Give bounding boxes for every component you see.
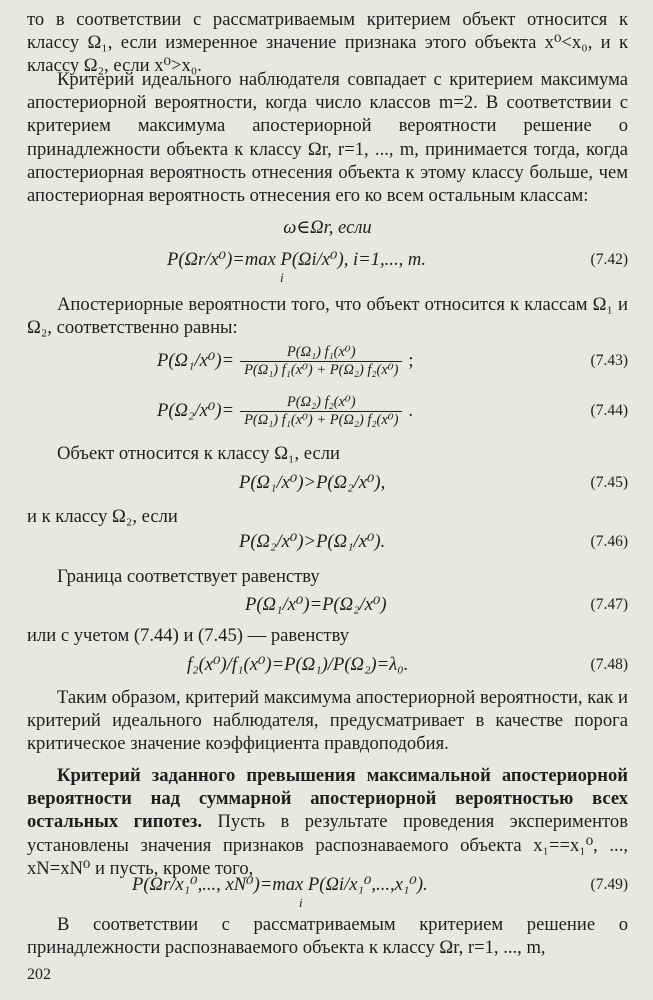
fraction-numerator: P(Ω₂) f₂(x⁰) <box>286 393 356 410</box>
equation-7-45-body: P(Ω₁/x⁰)>P(Ω₂/x⁰), <box>239 472 386 493</box>
equation-7-47 <box>27 585 628 625</box>
equation-7-44 <box>27 388 628 434</box>
paragraph-ideal-observer: Критерий идеального наблюдателя совпадает с критерием максимума апостериорной вероятности, когда число классов m=2. В соответствии с критерием максимума апостериорной вероятности решение о принадлежности объекта к классу Ωr, r=1, ..., m, принимается тогда, когда апостериорная вероятность отнесения объекта к этому классу больше, чем апостериорная вероятность отнесения его ко всем остальным классам: <box>27 69 628 207</box>
equation-7-44-tail: . <box>408 400 414 421</box>
equation-7-45 <box>27 463 628 503</box>
equation-number: (7.43) <box>590 352 628 369</box>
max-subscript: i <box>280 270 284 285</box>
fraction-denominator: P(Ω₁) f₁(x⁰) + P(Ω₂) f₂(x⁰) <box>244 361 399 378</box>
equation-number: (7.44) <box>590 402 628 419</box>
equation-7-42-body: P(Ωr/x⁰)=max P(Ωi/x⁰), i=1,..., m. <box>167 249 426 270</box>
paragraph-class-2: и к классу Ω₂, если <box>27 506 178 527</box>
equation-number: (7.42) <box>590 251 628 268</box>
equation-7-44-left: P(Ω₂/x⁰)= <box>157 400 235 421</box>
paragraph-decision: В соответствии с рассматриваемым критерием решение о принадлежности распознаваемого объекта к классу Ωr, r=1, ..., m, <box>27 914 628 959</box>
fraction-numerator: P(Ω₁) f₁(x⁰) <box>286 343 356 360</box>
criterion-heading: Критерий заданного превышения максимальной апостериорной вероятности над суммарной апостериорной вероятностью всех остальных гипотез. <box>27 765 628 833</box>
paragraph-posterior: Апостериорные вероятности того, что объект относится к классам Ω₁ и Ω₂, соответственно равны: <box>27 294 628 339</box>
paragraph-class-1: Объект относится к классу Ω₁, если <box>57 443 341 464</box>
paragraph-boundary: Граница соответствует равенству <box>57 566 320 587</box>
equation-7-48 <box>27 645 628 685</box>
condition-line: ω∈Ωr, если <box>283 217 372 238</box>
criterion-text: Пусть в результате проведения экспериментов установлены значения признаков распознаваемого объекта x₁==x₁⁰, ..., xN=xN⁰ и пусть, кроме того, <box>27 811 628 879</box>
equation-7-46 <box>27 522 628 562</box>
equation-7-49 <box>27 865 628 910</box>
equation-number: (7.46) <box>590 533 628 550</box>
equation-7-46-body: P(Ω₂/x⁰)>P(Ω₁/x⁰). <box>239 531 386 552</box>
equation-number: (7.48) <box>590 656 628 673</box>
max-subscript: i <box>299 895 303 910</box>
fraction-denominator: P(Ω₁) f₁(x⁰) + P(Ω₂) f₂(x⁰) <box>244 411 399 428</box>
paragraph-intro: то в соответствии с рассматриваемым критерием объект относится к классу Ω₁, если измеренное значение признака этого объекта x⁰<x₀, и к классу Ω₂, если x⁰>x₀. <box>27 9 628 77</box>
equation-7-43 <box>27 338 628 384</box>
fraction <box>240 344 402 379</box>
paragraph-excess-criterion <box>27 764 628 880</box>
equation-7-43-tail: ; <box>408 350 414 371</box>
equation-7-48-body: f₂(x⁰)/f₁(x⁰)=P(Ω₁)/P(Ω₂)=λ₀. <box>187 654 409 675</box>
equation-number: (7.45) <box>590 474 628 491</box>
equation-number: (7.49) <box>590 876 628 893</box>
paragraph-equality: или с учетом (7.44) и (7.45) — равенству <box>27 625 350 646</box>
fraction <box>240 394 402 429</box>
equation-7-42 <box>27 240 628 285</box>
equation-7-49-body: P(Ωr/x₁⁰,..., xN⁰)=max P(Ωi/x₁⁰,...,x₁⁰). <box>132 874 428 895</box>
paragraph-threshold: Таким образом, критерий максимума апостериорной вероятности, как и критерий идеального наблюдателя, предусматривает в качестве порога критическое значение коэффициента правдоподобия. <box>27 687 628 755</box>
page-number: 202 <box>27 966 51 983</box>
equation-number: (7.47) <box>590 596 628 613</box>
equation-7-47-body: P(Ω₁/x⁰)=P(Ω₂/x⁰) <box>245 594 387 615</box>
equation-7-43-left: P(Ω₁/x⁰)= <box>157 350 235 371</box>
